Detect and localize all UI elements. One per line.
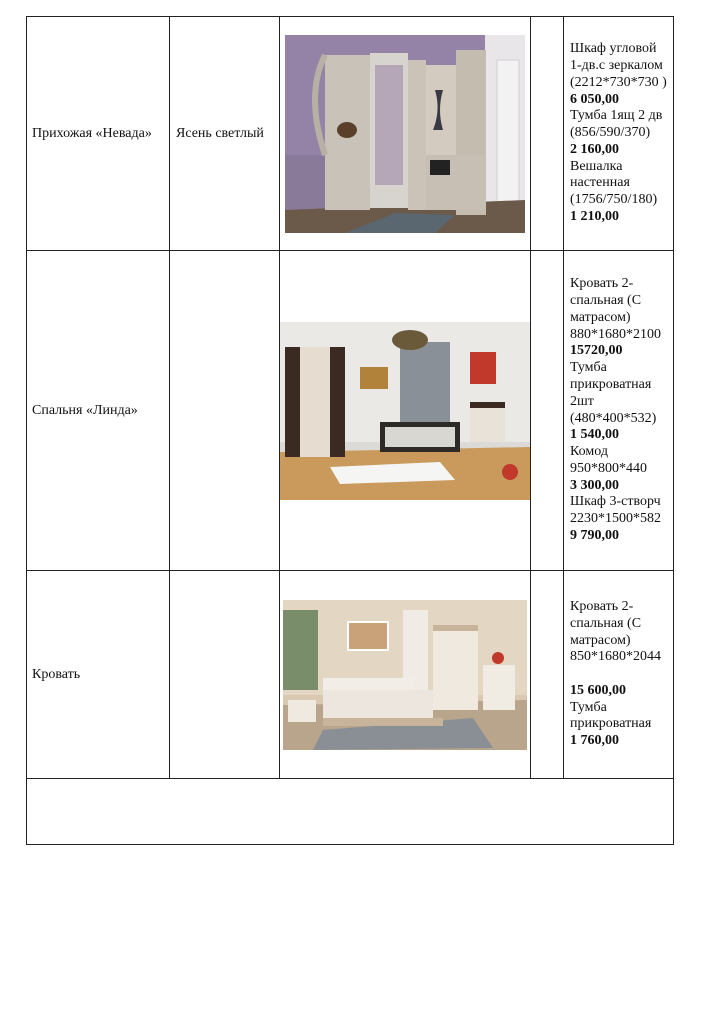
product-photo-cell: [280, 251, 531, 571]
product-photo-cell: [280, 571, 531, 779]
bed-photo: [283, 600, 527, 750]
item-desc: Комод 950*800*440: [570, 444, 647, 476]
hallway-photo: [285, 35, 525, 233]
empty-cell: [531, 251, 564, 571]
item-price: 15720,00: [570, 343, 623, 359]
empty-cell: [531, 17, 564, 251]
item-price: 1 540,00: [570, 427, 619, 443]
product-items: [564, 251, 674, 571]
empty-cell: [531, 571, 564, 779]
catalog-table: [26, 16, 674, 845]
product-name: Кровать: [27, 571, 170, 779]
product-name: Спальня «Линда»: [27, 251, 170, 571]
item-desc: Тумба 1ящ 2 дв (856/590/370): [570, 108, 663, 141]
product-items: [564, 571, 674, 779]
item-desc: Вешалка настенная (1756/750/180): [570, 158, 658, 208]
product-photo-cell: [280, 17, 531, 251]
product-items: [564, 17, 674, 251]
product-name: Прихожая «Невада»: [27, 17, 170, 251]
item-price: 9 790,00: [570, 528, 619, 544]
item-desc: Шкаф 3-створч 2230*1500*582: [570, 494, 661, 527]
item-price: 1 760,00: [570, 733, 619, 749]
product-material: Ясень светлый: [170, 17, 280, 251]
table-row: [27, 571, 674, 779]
item-desc: Кровать 2-спальная (С матрасом) 880*1680*2100: [570, 276, 661, 342]
item-price: 2 160,00: [570, 141, 619, 157]
table-row: [27, 779, 674, 845]
bedroom-photo: [280, 322, 530, 500]
empty-row-cell: [27, 779, 674, 845]
item-desc: Шкаф угловой 1-дв.с зеркалом (2212*730*730 ): [570, 41, 667, 90]
table-row: [27, 17, 674, 251]
item-price: 1 210,00: [570, 209, 619, 225]
item-price: 15 600,00: [570, 682, 626, 698]
item-price: 6 050,00: [570, 91, 619, 107]
product-material: [170, 571, 280, 779]
product-material: [170, 251, 280, 571]
item-desc: Тумба прикроватная: [570, 699, 652, 732]
table-row: [27, 251, 674, 571]
spacer: [570, 666, 669, 683]
item-desc: Кровать 2-спальная (С матрасом) 850*1680*2044: [570, 598, 661, 665]
item-desc: Тумба прикроватная 2шт (480*400*532): [570, 360, 657, 426]
item-price: 3 300,00: [570, 477, 619, 493]
